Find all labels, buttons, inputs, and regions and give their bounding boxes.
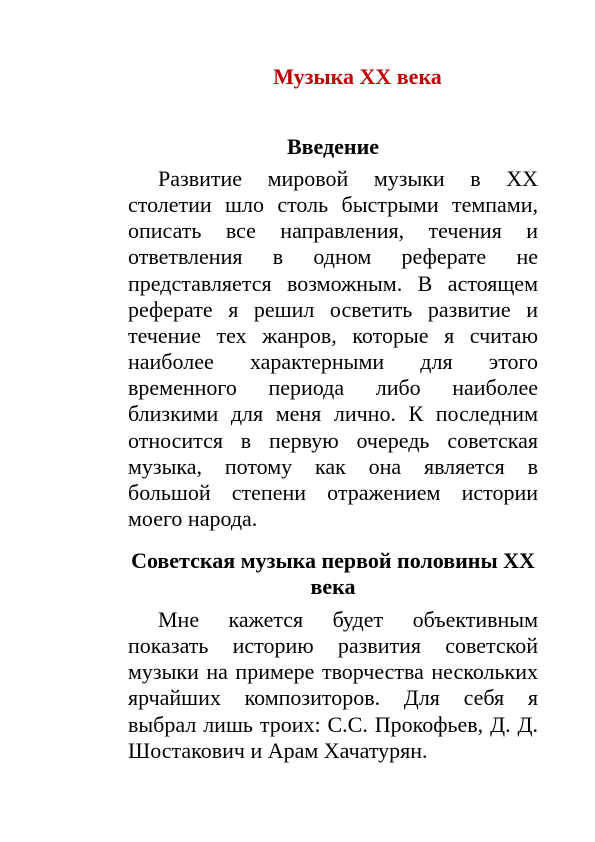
section-paragraph-soviet-music: Мне кажется будет объективным показать историю развития советской музыки на примере творчества нескольких ярчайших композиторов. Для себя я выбрал лишь троих: С.С. Прокофьев, Д. Д. Шостакович и Арам Хачатурян. (128, 607, 538, 763)
document-title: Музыка ХХ века (273, 64, 442, 89)
section-heading-soviet-music: Советская музыка первой половины ХХ века (131, 548, 535, 599)
section-paragraph-introduction: Развитие мировой музыки в ХХ столетии шло столь быстрыми темпами, описать все направления, течения и ответвления в одном реферате не представляется возможным. В астоящем реферате я решил осветить развитие и течение тех жанров, которые я считаю наиболее характерными для этого временного периода либо наиболее близкими для меня лично. К последним относится в первую очередь советская музыка, потому как она является в большой степени отражением истории моего народа. (128, 166, 538, 532)
section-heading-introduction: Введение (286, 134, 380, 159)
